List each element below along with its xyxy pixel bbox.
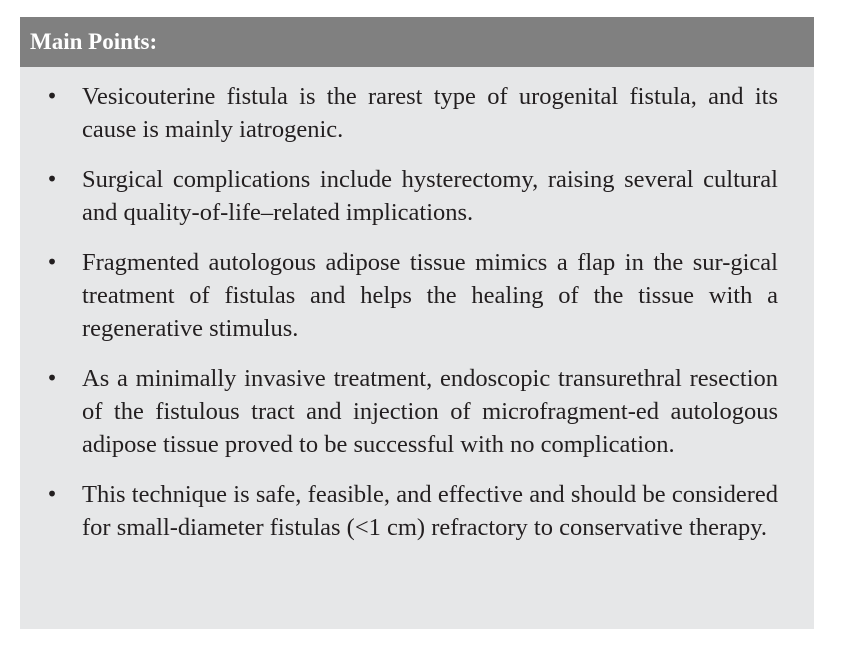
point-text: Vesicouterine fistula is the rarest type of urogenital fistula, and its cause is mainly iatrogenic.: [82, 83, 778, 143]
main-points-list: [20, 67, 814, 544]
list-item: [20, 246, 814, 345]
bullet-icon: •: [46, 167, 58, 191]
point-text: Fragmented autologous adipose tissue mimics a flap in the sur-gical treatment of fistulas and helps the healing of the tissue with a regenerative stimulus.: [82, 249, 778, 342]
list-item: [20, 478, 814, 544]
list-item: [20, 163, 814, 229]
bullet-icon: •: [46, 482, 58, 506]
main-points-box: [20, 17, 814, 629]
point-text: Surgical complications include hysterectomy, raising several cultural and quality-of-life–related implications.: [82, 166, 778, 226]
point-text: As a minimally invasive treatment, endoscopic transurethral resection of the fistulous tract and injection of microfragment-ed autologous adipose tissue proved to be successful with no complication.: [82, 365, 778, 458]
main-points-title: Main Points:: [20, 17, 814, 67]
list-item: [20, 362, 814, 461]
bullet-icon: •: [46, 366, 58, 390]
bullet-icon: •: [46, 250, 58, 274]
point-text: This technique is safe, feasible, and effective and should be considered for small-diameter fistulas (<1 cm) refractory to conservative therapy.: [82, 481, 778, 541]
bullet-icon: •: [46, 84, 58, 108]
list-item: [20, 80, 814, 146]
